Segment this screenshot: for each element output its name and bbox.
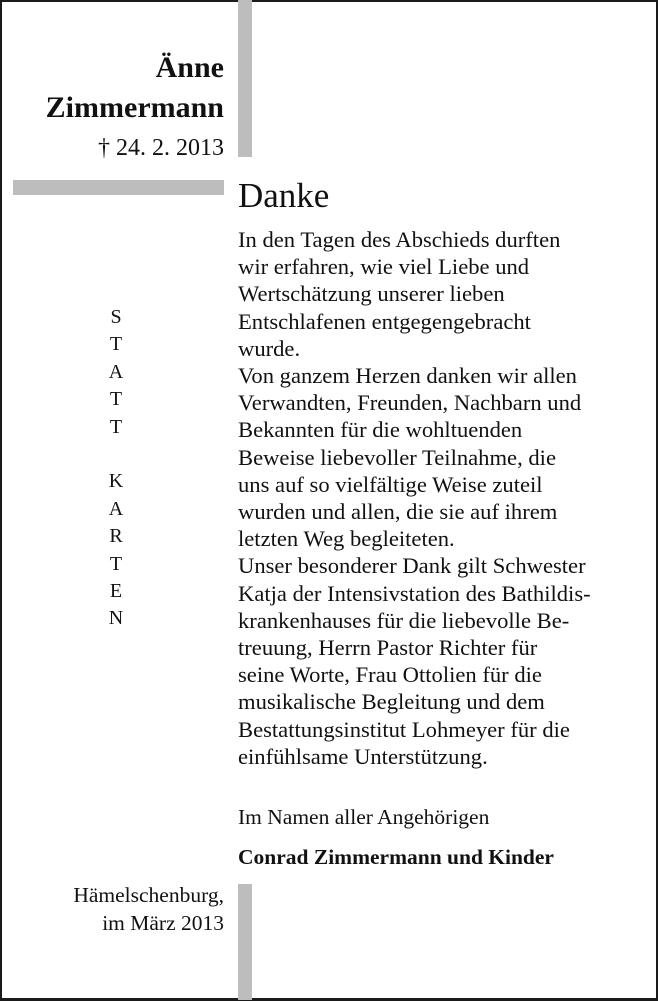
body-line: einfühlsame Unterstützung. <box>238 743 488 769</box>
place: Hämelschenburg, <box>73 883 224 907</box>
decorative-bar-top <box>238 0 252 157</box>
notice-body <box>238 226 648 770</box>
vertical-letter: A <box>108 360 124 383</box>
body-line: wurden und allen, die sie auf ihrem <box>238 499 558 525</box>
body-line: In den Tagen des Abschieds durften <box>238 227 561 252</box>
body-line: letzten Weg begleiteten. <box>238 526 455 552</box>
vertical-letter: S <box>110 306 122 328</box>
place-date <box>73 881 224 937</box>
closing-line: Im Namen aller Angehörigen <box>238 805 490 829</box>
body-line: Wertschätzung unserer lieben <box>238 281 505 307</box>
decorative-bar-horizontal <box>13 180 224 195</box>
vertical-letter: R <box>109 525 123 548</box>
body-line: krankenhauses für die liebevolle Be- <box>238 607 570 633</box>
date: im März 2013 <box>102 911 224 935</box>
body-line: wurde. <box>238 335 301 361</box>
vertical-letter: E <box>109 579 123 602</box>
body-line: Bestattungsinstitut Lohmeyer für die <box>238 716 570 742</box>
deceased-last-name: Zimmermann <box>45 91 224 124</box>
vertical-letter <box>104 441 128 468</box>
body-line: Entschlafenen entgegengebracht <box>238 308 531 334</box>
statt-karten-vertical <box>104 304 128 633</box>
deceased-name <box>46 48 224 128</box>
vertical-letter: T <box>109 415 123 438</box>
body-line: wir erfahren, wie viel Liebe und <box>238 254 530 280</box>
body-line: Verwandten, Freunden, Nachbarn und <box>238 390 582 416</box>
body-line: Beweise liebevoller Teilnahme, die <box>238 444 556 470</box>
vertical-letter: T <box>109 333 123 356</box>
body-line: Unser besonderer Dank gilt Schwester <box>238 553 586 579</box>
body-line: seine Worte, Frau Ottolien für die <box>238 662 542 688</box>
vertical-letter: T <box>109 552 123 575</box>
vertical-letter: T <box>109 388 123 411</box>
signature: Conrad Zimmermann und Kinder <box>238 845 554 869</box>
body-line: Von ganzem Herzen danken wir allen <box>238 363 577 389</box>
vertical-letter: N <box>108 607 124 630</box>
death-date: † 24. 2. 2013 <box>98 135 224 161</box>
decorative-bar-bottom <box>238 884 252 1000</box>
body-line: uns auf so vielfältige Weise zuteil <box>238 471 543 497</box>
vertical-letter: A <box>108 497 124 520</box>
vertical-letter: K <box>108 470 124 493</box>
body-line: treuung, Herrn Pastor Richter für <box>238 635 538 661</box>
body-line: Bekannten für die wohltuenden <box>238 417 523 443</box>
body-line: Katja der Intensivstation des Bathildis- <box>238 580 591 606</box>
body-line: musikalische Begleitung und dem <box>238 689 545 715</box>
notice-heading: Danke <box>238 176 330 215</box>
deceased-first-name: Änne <box>155 51 224 84</box>
